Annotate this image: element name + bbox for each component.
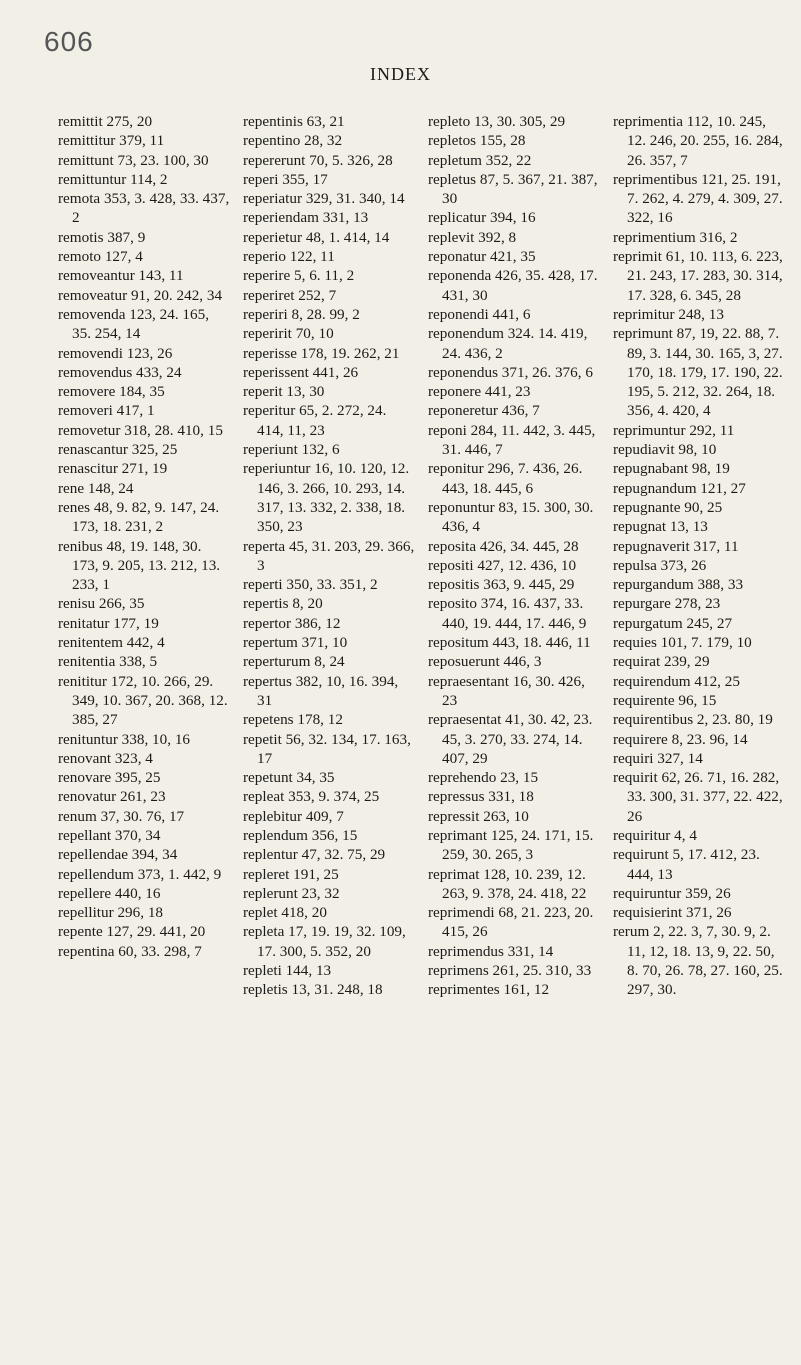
index-entry: requirendum 412, 25 [613, 672, 740, 690]
index-entry: repleti 144, 13 [243, 962, 332, 980]
index-entry: repertus 382, 10, 16. 394, 31 [243, 672, 399, 709]
index-entry: reprimentia 112, 10. 245, 12. 246, 20. 255, 16. 284, 26. 357, 7 [613, 113, 783, 169]
index-entry: replentur 47, 32. 75, 29 [243, 846, 386, 864]
index-entry: renibus 48, 19. 148, 30. 173, 9. 205, 13. 212, 13. 233, 1 [58, 537, 221, 594]
index-entry: reponi 284, 11. 442, 3. 445, 31. 446, 7 [428, 421, 596, 459]
index-entry: repetens 178, 12 [243, 711, 343, 729]
index-entry: remotis 387, 9 [58, 228, 146, 246]
index-entry: requiritur 4, 4 [613, 826, 697, 844]
index-entry: reponatur 421, 35 [428, 248, 536, 266]
index-entry: reperiri 8, 28. 99, 2 [243, 305, 360, 323]
index-entry: reposita 426, 34. 445, 28 [428, 537, 579, 555]
index-entry: renascantur 325, 25 [58, 441, 178, 459]
index-entry: reperitur 65, 2. 272, 24. 414, 11, 23 [243, 402, 387, 439]
index-entry: remittitur 379, 11 [58, 132, 165, 150]
index-entry: requirentibus 2, 23. 80, 19 [613, 711, 773, 729]
index-entry: repurgatum 245, 27 [613, 614, 733, 632]
index-entry: removeatur 91, 20. 242, 34 [58, 286, 223, 304]
index-entry: repraesentant 16, 30. 426, 23 [428, 672, 585, 709]
index-entry: repressit 263, 10 [428, 807, 529, 825]
index-entry: reperiatur 329, 31. 340, 14 [243, 190, 405, 208]
index-column-4 [613, 112, 786, 1352]
index-entry: remittunt 73, 23. 100, 30 [58, 151, 209, 169]
index-entry: reprimentes 161, 12 [428, 981, 550, 999]
index-entry: repulsa 373, 26 [613, 556, 707, 574]
index-entry: repletis 13, 31. 248, 18 [243, 981, 383, 999]
index-entry: rene 148, 24 [58, 479, 134, 497]
index-entry: repentina 60, 33. 298, 7 [58, 942, 202, 960]
index-entry: renovatur 261, 23 [58, 788, 166, 806]
index-entry: renitentia 338, 5 [58, 653, 158, 671]
index-entry: repleta 17, 19. 19, 32. 109, 17. 300, 5. 352, 20 [243, 923, 406, 960]
index-entry: repositum 443, 18. 446, 11 [428, 634, 591, 652]
index-entry: requirit 62, 26. 71, 16. 282, 33. 300, 31. 377, 22. 422, 26 [613, 769, 783, 825]
index-entry: remoto 127, 4 [58, 248, 143, 266]
index-entry: reperiendam 331, 13 [243, 209, 369, 227]
index-entry: reperissent 441, 26 [243, 363, 359, 381]
index-entry: remota 353, 3. 428, 33. 437, 2 [58, 190, 230, 227]
index-entry: reperi 355, 17 [243, 170, 328, 188]
index-entry: repertis 8, 20 [243, 595, 323, 613]
index-entry: repugnante 90, 25 [613, 498, 723, 516]
index-entry: repetunt 34, 35 [243, 769, 335, 787]
index-entry: repente 127, 29. 441, 20 [58, 923, 206, 941]
index-entry: reprimunt 87, 19, 22. 88, 7. 89, 3. 144, 30. 165, 3, 27. 170, 18. 179, 17. 190, 22. 195, 5. 212, 32. 264, 18. 356, 4. 420, 4 [613, 325, 783, 420]
index-column-1 [58, 112, 231, 1352]
index-entry: requisierint 371, 26 [613, 904, 732, 922]
index-entry: repositis 363, 9. 445, 29 [428, 576, 575, 594]
index-entry: renes 48, 9. 82, 9. 147, 24. 173, 18. 231, 2 [58, 498, 220, 536]
index-entry: repurgandum 388, 33 [613, 576, 744, 594]
index-entry: reprimendus 331, 14 [428, 942, 554, 960]
index-entry: requies 101, 7. 179, 10 [613, 634, 752, 652]
index-entry: reperire 5, 6. 11, 2 [243, 267, 355, 285]
index-entry: repellitur 296, 18 [58, 904, 164, 922]
index-entry: reprimit 61, 10. 113, 6. 223, 21. 243, 17. 283, 30. 314, 17. 328, 6. 345, 28 [613, 248, 783, 304]
index-entry: repetit 56, 32. 134, 17. 163, 17 [243, 730, 411, 767]
index-entry: renisu 266, 35 [58, 595, 145, 613]
index-entry: reponendi 441, 6 [428, 305, 531, 323]
index-entry: requiri 327, 14 [613, 749, 703, 767]
index-entry: repletus 87, 5. 367, 21. 387, 30 [428, 170, 598, 208]
index-entry: repudiavit 98, 10 [613, 441, 717, 459]
index-columns [58, 112, 788, 1352]
index-entry: repugnandum 121, 27 [613, 479, 746, 497]
index-entry: repererunt 70, 5. 326, 28 [243, 151, 393, 169]
index-entry: repleret 191, 25 [243, 865, 339, 883]
index-column-3 [428, 112, 601, 1352]
index-entry: repugnabant 98, 19 [613, 460, 730, 478]
index-entry: removendus 433, 24 [58, 363, 182, 381]
index-entry: reprimendi 68, 21. 223, 20. 415, 26 [428, 904, 594, 941]
index-entry: reprimant 125, 24. 171, 15. 259, 30. 265, 3 [428, 826, 594, 864]
index-entry: renum 37, 30. 76, 17 [58, 807, 185, 825]
page-number: 606 [44, 26, 94, 57]
index-entry: removeantur 143, 11 [58, 267, 184, 285]
index-entry: repertum 371, 10 [243, 634, 348, 652]
index-entry: renituntur 338, 10, 16 [58, 730, 191, 748]
index-entry: renitatur 177, 19 [58, 614, 159, 632]
index-entry: repugnat 13, 13 [613, 518, 708, 536]
index-entry: reprehendo 23, 15 [428, 769, 539, 787]
index-entry: reperit 13, 30 [243, 383, 325, 401]
index-entry: renititur 172, 10. 266, 29. 349, 10. 367, 20. 368, 12. 385, 27 [58, 672, 228, 729]
index-entry: repellant 370, 34 [58, 826, 161, 844]
index-entry: repraesentat 41, 30. 42, 23. 45, 3. 270, 33. 274, 14. 407, 29 [428, 711, 593, 767]
index-entry: requiruntur 359, 26 [613, 884, 731, 902]
index-entry: reponendum 324. 14. 419, 24. 436, 2 [428, 325, 588, 362]
index-entry: reperta 45, 31. 203, 29. 366, 3 [243, 537, 415, 574]
index-entry: reponenda 426, 35. 428, 17. 431, 30 [428, 267, 598, 304]
index-entry: reperturum 8, 24 [243, 653, 345, 671]
index-entry: replendum 356, 15 [243, 826, 358, 844]
index-entry: requirente 96, 15 [613, 691, 717, 709]
index-entry: reponere 441, 23 [428, 383, 531, 401]
index-entry: repellendum 373, 1. 442, 9 [58, 865, 222, 883]
index-entry: removeri 417, 1 [58, 402, 155, 420]
index-entry: repellendae 394, 34 [58, 846, 178, 864]
index-entry: reprimat 128, 10. 239, 12. 263, 9. 378, 24. 418, 22 [428, 865, 587, 902]
index-entry: repletum 352, 22 [428, 151, 532, 169]
index-entry: reperti 350, 33. 351, 2 [243, 576, 378, 594]
index-entry: reperisse 178, 19. 262, 21 [243, 344, 400, 362]
index-entry: reprimentibus 121, 25. 191, 7. 262, 4. 279, 4. 309, 27. 322, 16 [613, 170, 783, 227]
index-entry: reponendus 371, 26. 376, 6 [428, 363, 593, 381]
index-entry: requirere 8, 23. 96, 14 [613, 730, 748, 748]
index-entry: repertor 386, 12 [243, 614, 341, 632]
index-entry: replebitur 409, 7 [243, 807, 344, 825]
index-entry: renovant 323, 4 [58, 749, 153, 767]
index-entry: repentinis 63, 21 [243, 113, 345, 130]
index-entry: removenda 123, 24. 165, 35. 254, 14 [58, 305, 209, 343]
index-entry: replicatur 394, 16 [428, 209, 536, 227]
index-entry: reprimitur 248, 13 [613, 305, 724, 323]
index-entry: renascitur 271, 19 [58, 460, 168, 478]
running-header: INDEX [370, 64, 431, 84]
index-entry: repressus 331, 18 [428, 788, 534, 806]
index-entry: requirunt 5, 17. 412, 23. 444, 13 [613, 846, 760, 883]
index-entry: removendi 123, 26 [58, 344, 173, 362]
index-entry: reperio 122, 11 [243, 248, 335, 266]
index-entry: replevit 392, 8 [428, 228, 517, 246]
index-entry: repurgare 278, 23 [613, 595, 721, 613]
index-entry: reprimentium 316, 2 [613, 228, 738, 246]
index-entry: remittuntur 114, 2 [58, 170, 168, 188]
index-entry: reperiunt 132, 6 [243, 441, 340, 459]
index-entry: replerunt 23, 32 [243, 884, 340, 902]
index-entry: replet 418, 20 [243, 904, 327, 922]
index-entry: reposuerunt 446, 3 [428, 653, 542, 671]
index-entry: repleat 353, 9. 374, 25 [243, 788, 380, 806]
index-entry: reposito 374, 16. 437, 33. 440, 19. 444, 17. 446, 9 [428, 595, 587, 632]
index-entry: reperietur 48, 1. 414, 14 [243, 228, 390, 246]
index-entry: renitentem 442, 4 [58, 634, 165, 652]
index-entry: repletos 155, 28 [428, 132, 526, 150]
index-entry: repositi 427, 12. 436, 10 [428, 556, 577, 574]
index-entry: reperirit 70, 10 [243, 325, 334, 343]
index-entry: reprimens 261, 25. 310, 33 [428, 962, 592, 980]
index-entry: reponitur 296, 7. 436, 26. 443, 18. 445, 6 [428, 460, 583, 497]
index-entry: reprimuntur 292, 11 [613, 421, 735, 439]
index-entry: removetur 318, 28. 410, 15 [58, 421, 223, 439]
index-entry: rerum 2, 22. 3, 7, 30. 9, 2. 11, 12, 18. 13, 9, 22. 50, 8. 70, 26. 78, 27. 160, 25. 297, 30. [613, 923, 783, 999]
index-column-2 [243, 112, 416, 1352]
index-entry: repellere 440, 16 [58, 884, 161, 902]
index-entry: requirat 239, 29 [613, 653, 710, 671]
index-entry: remittit 275, 20 [58, 113, 153, 130]
index-entry: repleto 13, 30. 305, 29 [428, 113, 566, 130]
index-entry: reperiuntur 16, 10. 120, 12. 146, 3. 266, 10. 293, 14. 317, 13. 332, 2. 338, 18. 350, 23 [243, 460, 410, 536]
index-entry: repugnaverit 317, 11 [613, 537, 739, 555]
index-entry: renovare 395, 25 [58, 769, 161, 787]
index-entry: repentino 28, 32 [243, 132, 343, 150]
index-entry: reponuntur 83, 15. 300, 30. 436, 4 [428, 498, 594, 536]
index-entry: removere 184, 35 [58, 383, 165, 401]
index-entry: reponeretur 436, 7 [428, 402, 540, 420]
index-entry: reperiret 252, 7 [243, 286, 337, 304]
